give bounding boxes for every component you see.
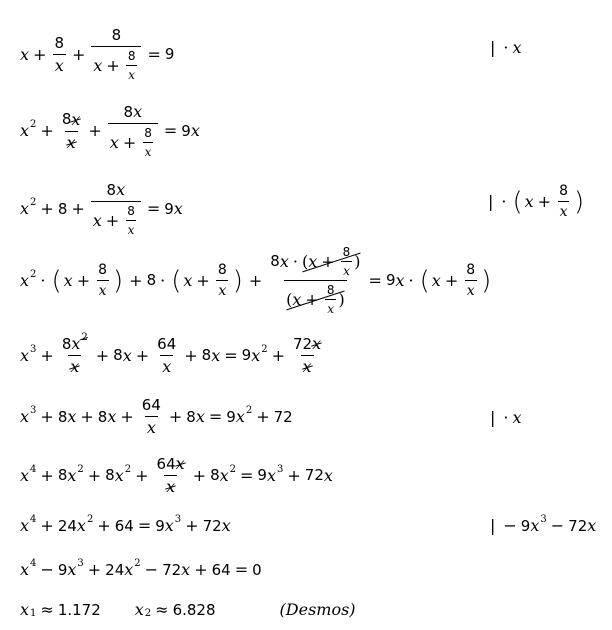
- operation-note-3: | · ( x + $\frac{8}{x}$ ): [488, 183, 585, 220]
- x1-value: 1.172: [57, 600, 101, 619]
- x2-value: 6.828: [172, 600, 216, 619]
- operation-note-8: | − 9 x 3 − 72 x: [490, 514, 597, 535]
- equation-line-7: x 4 + 8 x 2 + 8 x 2 + 64 x x + 8 x 2 = 9 x 3 + 72 x: [20, 454, 333, 496]
- operation-note-1: | · x: [490, 38, 522, 57]
- x2-label: x: [134, 600, 144, 619]
- operation-note-6: | · x: [490, 408, 522, 427]
- x1-index: 1: [30, 608, 37, 619]
- equation-line-4: x 2 · ( x + $\frac{8}{x}$ ) + 8 · ( x + $\frac{8}{x}$ ) + 8 x · ( x + $\frac{8}{x}$ ) ( x + $\frac{8}{x}$ ) = 9 x · ( x + $\frac{8}{x}$ ): [20, 245, 492, 316]
- x1-label: x: [20, 600, 30, 619]
- equation-line-9: x 4 − 9 x 3 + 24 x 2 − 72 x + 64 = 0: [20, 558, 262, 579]
- solutions-line: x 1 ≈ 1.172 x 2 ≈ 6.828 (Desmos): [20, 600, 356, 619]
- solver-source: (Desmos): [279, 600, 356, 619]
- equation-line-6: x 3 + 8 x + 8 x + $\frac{64}{x}$ + 8 x = 9 x 2 + 72: [20, 396, 293, 437]
- equation-line-1: x + $\frac{8}{x}$ + 8 x + $\frac{8}{x}$ = 9: [20, 26, 175, 82]
- x2-index: 2: [144, 608, 152, 619]
- equation-line-8: x 4 + 24 x 2 + 64 = 9 x 3 + 72 x: [20, 514, 231, 535]
- equation-line-2: x 2 + 8 x x + 8 x x + $\frac{8}{x}$ = 9 x: [20, 102, 200, 159]
- equation-line-5: x 3 + 8 x 2 x + 8 x + $\frac{64}{x}$ + 8 x = 9 x 2 + 72 x x: [20, 332, 322, 376]
- equation-line-3: x 2 + 8 + 8 x x + $\frac{8}{x}$ = 9 x: [20, 180, 183, 237]
